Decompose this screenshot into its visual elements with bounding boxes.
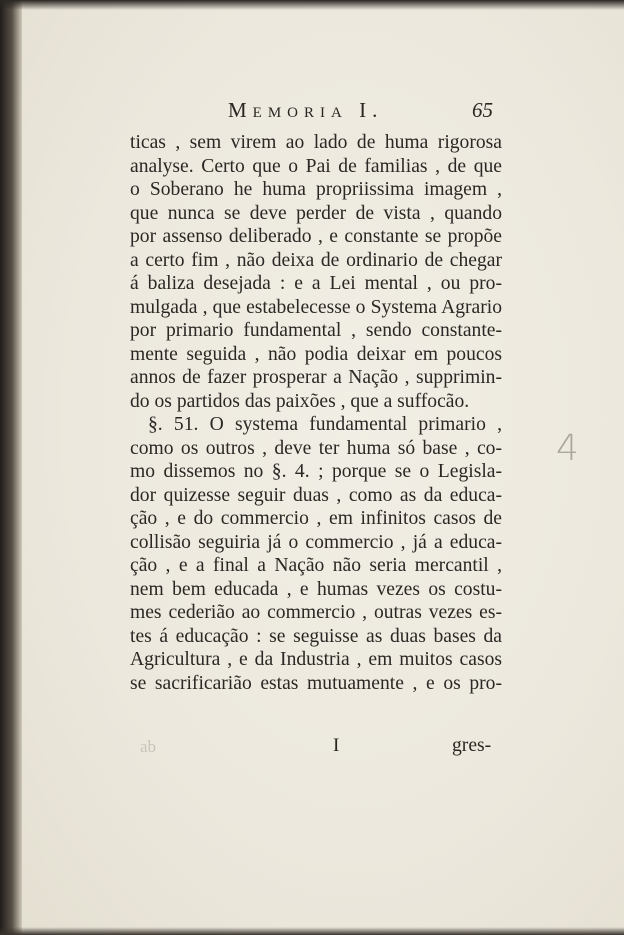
- top-shadow: [0, 0, 624, 10]
- bottom-shadow: [0, 927, 624, 935]
- text-line: dor quizesse seguir duas , como as da educa-: [130, 484, 502, 506]
- text-line: analyse. Certo que o Pai de familias , de que: [130, 155, 502, 177]
- running-title: Memoria I.: [228, 98, 384, 122]
- text-line: ção , e do commercio , em infinitos casos de: [130, 508, 502, 529]
- section-heading-line: §. 51. O systema fundamental primario ,: [148, 414, 502, 435]
- text-line: ticas , sem virem ao lado de huma rigorosa: [130, 132, 502, 153]
- text-line: mulgada , que estabelecesse o Systema Agrario: [130, 296, 502, 318]
- page-footer: [0, 735, 624, 765]
- text-line: por assenso deliberado , e constante se propõe: [130, 226, 502, 247]
- text-line: Agricultura , e da Industria , em muitos casos: [130, 649, 502, 670]
- text-line: mo dissemos no §. 4. ; porque se o Legisla-: [130, 461, 502, 482]
- text-line: collisão seguiria já o commercio , já a educa-: [130, 531, 502, 553]
- text-line: se sacrificarião estas mutuamente , e os pro-: [130, 672, 502, 694]
- text-line: a certo fim , não deixa de ordinario de chegar: [130, 249, 502, 271]
- text-line: mes cederião ao commercio , outras vezes es-: [130, 602, 502, 623]
- page-number: 65: [472, 98, 493, 122]
- text-line: tes á educação : se seguisse as duas bases da: [130, 625, 502, 647]
- signature-mark: I: [333, 735, 340, 756]
- text-line: nem bem educada , e humas vezes os costu-: [130, 578, 502, 600]
- text-line: mente seguida , não podia deixar em poucos: [130, 343, 502, 365]
- text-line: que nunca se deve perder de vista , quando: [130, 202, 502, 224]
- text-line: por primario fundamental , sendo constante-: [130, 320, 502, 341]
- margin-annotation: 4: [556, 428, 579, 469]
- left-page-edge: [0, 0, 22, 935]
- catchword: gres-: [452, 735, 492, 756]
- text-line: do os partidos das paixões , que a suffocão.: [130, 390, 470, 412]
- text-line: ção , e a final a Nação não seria mercantil ,: [130, 555, 502, 576]
- text-line: á baliza desejada : e a Lei mental , ou pro-: [130, 273, 502, 294]
- text-line: o Soberano he huma propriissima imagem ,: [130, 179, 502, 200]
- bleed-through-text: ab: [140, 737, 157, 756]
- text-line: como os outros , deve ter huma só base , co-: [130, 437, 502, 459]
- text-line: annos de fazer prosperar a Nação , supprimin-: [130, 367, 502, 388]
- body-text: [130, 131, 502, 695]
- page-header: [0, 98, 624, 128]
